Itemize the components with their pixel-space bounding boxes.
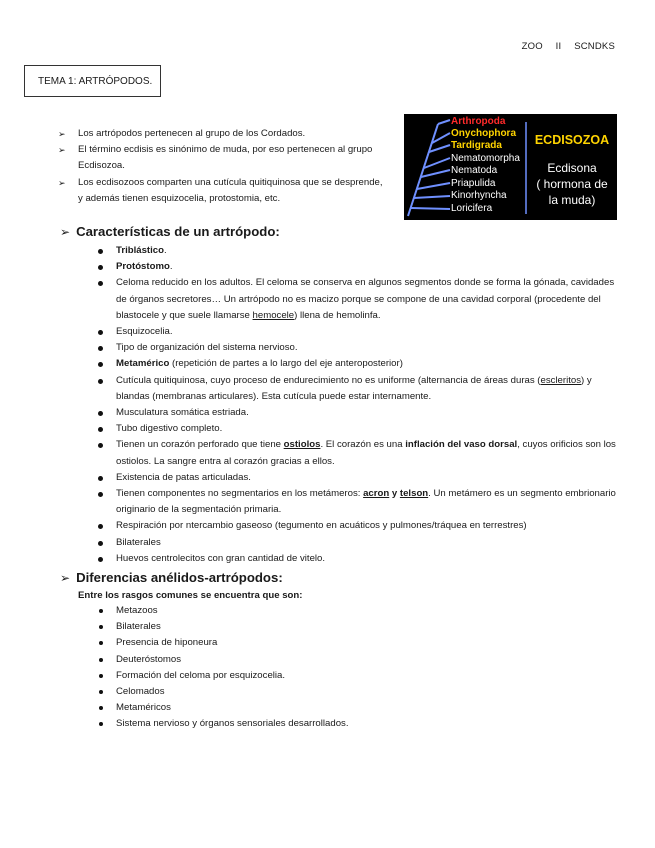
list-item xyxy=(96,405,626,421)
bullet-dot-icon xyxy=(98,330,103,335)
bullet-dot-icon xyxy=(98,427,103,432)
hormone-line-3: la muda) xyxy=(548,193,596,207)
list-item xyxy=(96,324,626,340)
item-text: Respiración por ntercambio gaseoso (tegumento en acuáticos y pulmones/tráquea en terrestres) xyxy=(116,520,527,532)
item-text: Esquizocelia. xyxy=(116,326,173,338)
ecdysozoa-cladogram xyxy=(404,114,617,220)
item-text: Celomados xyxy=(116,686,165,698)
intro-item xyxy=(58,142,388,174)
item-text: Tipo de organización del sistema nervioso. xyxy=(116,342,298,354)
taxon-tardigrada: Tardigrada xyxy=(451,140,502,151)
bullet-dot-icon xyxy=(98,265,103,270)
bullet-dot-icon xyxy=(98,541,103,546)
list-item xyxy=(96,619,496,635)
list-item xyxy=(96,635,496,651)
item-text: Celoma reducido en los adultos. El celoma se conserva en algunos segmentos donde se forma la gónada, cavidades de órganos secretores… Un artrópodo no es macizo porque se compone de una cavidad corporal (procedente del blastocele y que suele llamarse xyxy=(116,277,615,321)
clade-label: ECDISOZOA xyxy=(534,133,610,147)
hormone-line-1: Ecdisona xyxy=(547,161,597,175)
bullet-dot-icon xyxy=(99,625,103,629)
bullet-dot-icon xyxy=(99,706,103,710)
item-text: Bilaterales xyxy=(116,536,161,548)
term-underlined-bold xyxy=(284,439,321,450)
term-bold: y xyxy=(389,488,400,500)
term-underlined: hemocele xyxy=(252,309,295,321)
item-text: Musculatura somática estriada. xyxy=(116,407,249,419)
list-item xyxy=(96,518,626,534)
bullet-dot-icon xyxy=(98,443,103,448)
item-text: Sistema nervioso y órganos sensoriales desarrollados. xyxy=(116,718,349,730)
list-item xyxy=(96,535,626,551)
item-text: Bilaterales xyxy=(116,621,161,633)
page-header xyxy=(522,41,615,52)
bullet-dot-icon xyxy=(99,722,103,726)
intro-list xyxy=(58,126,388,207)
bullet-dot-icon xyxy=(99,674,103,678)
list-item xyxy=(96,652,496,668)
term-bold: ostiolos xyxy=(283,439,321,451)
list-item xyxy=(96,437,626,469)
item-text: . xyxy=(169,261,173,273)
taxon-loricifera: Loricifera xyxy=(451,203,493,214)
item-text: . El corazón es una xyxy=(320,439,406,451)
document-title-text: TEMA 1: ARTRÓPODOS. xyxy=(38,75,153,87)
bullet-dot-icon xyxy=(99,641,103,645)
item-text: Tienen un corazón perforado que tiene xyxy=(116,439,284,451)
intro-item xyxy=(58,126,388,142)
item-text: Formación del celoma por esquizocelia. xyxy=(116,669,286,681)
list-item xyxy=(96,275,626,324)
term-bold: Metamérico xyxy=(116,358,170,370)
item-text: ) llena de hemolinfa. xyxy=(294,309,381,321)
intro-text: Los ecdisozoos comparten una cutícula quitiquinosa que se desprende, y además tienen esquizocelia, protostomia, etc. xyxy=(78,176,383,204)
bullet-dot-icon xyxy=(98,346,103,351)
term-bold: Triblástico xyxy=(116,245,164,256)
list-item xyxy=(96,603,496,619)
taxon-priapulida: Priapulida xyxy=(451,178,496,189)
item-text: . xyxy=(163,245,167,256)
item-text: , cuyos orificios son los ostiolos. La sangre entra al corazón gracias a ellos. xyxy=(116,439,616,467)
item-text: Metazoos xyxy=(116,605,158,616)
arrow-bullet-icon: ➢ xyxy=(60,570,71,585)
list-item xyxy=(96,716,496,732)
list-item xyxy=(96,684,496,700)
bullet-dot-icon xyxy=(98,492,103,497)
list-item xyxy=(96,421,626,437)
taxon-onychophora: Onychophora xyxy=(451,128,517,139)
term-underlined-bold xyxy=(400,488,428,499)
section-heading-differences xyxy=(60,570,283,585)
arrow-bullet-icon: ➢ xyxy=(60,224,71,239)
intro-text: Los artrópodos pertenecen al grupo de los Cordados. xyxy=(78,128,306,139)
bullet-dot-icon xyxy=(98,379,103,384)
arrow-bullet-icon: ➢ xyxy=(58,129,66,139)
bullet-dot-icon xyxy=(98,362,103,367)
section-heading-text: Diferencias anélidos-artrópodos: xyxy=(76,570,283,585)
bullet-dot-icon xyxy=(98,476,103,481)
cladogram-tree-icon xyxy=(408,120,450,216)
hormone-line-2: ( hormona de xyxy=(536,177,608,191)
section-subheading: Entre los rasgos comunes se encuentra que son: xyxy=(78,590,303,601)
taxon-nematoda: Nematoda xyxy=(451,165,498,176)
intro-item xyxy=(58,175,388,207)
taxon-arthropoda: Arthropoda xyxy=(451,116,506,127)
term-bold: inflación del vaso dorsal xyxy=(405,439,518,451)
term-underlined-bold xyxy=(363,488,389,499)
taxon-nematomorpha: Nematomorpha xyxy=(451,153,520,164)
list-item xyxy=(96,470,626,486)
list-item xyxy=(96,668,496,684)
item-text: . Un metámero es un segmento embrionario originario de la segmentación primaria. xyxy=(116,488,616,516)
arrow-bullet-icon: ➢ xyxy=(58,145,66,156)
bullet-dot-icon xyxy=(98,411,103,416)
list-item xyxy=(96,551,626,567)
bullet-dot-icon xyxy=(98,249,103,254)
header-course: ZOO II xyxy=(521,41,562,52)
bullet-dot-icon xyxy=(98,557,103,562)
common-traits-list xyxy=(96,603,496,733)
section-heading-characteristics xyxy=(60,224,280,239)
list-item xyxy=(96,373,626,405)
intro-text: El término ecdisis es sinónimo de muda, por eso pertenecen al grupo Ecdisozoa. xyxy=(78,144,373,172)
item-text: ) y blandas (membranas articulares). Esta cutícula puede estar internamente. xyxy=(116,374,592,402)
item-text: Metaméricos xyxy=(116,702,171,714)
header-author: SCNDKS xyxy=(574,41,615,52)
term-underlined: escleritos xyxy=(540,374,582,386)
item-text: Presencia de hiponeura xyxy=(116,637,218,649)
item-text: Tubo digestivo completo. xyxy=(116,423,223,435)
item-text: Huevos centrolecitos con gran cantidad de vitelo. xyxy=(116,552,326,564)
section-heading-text: Características de un artrópodo: xyxy=(76,224,280,239)
list-item xyxy=(96,340,626,356)
list-item xyxy=(96,700,496,716)
list-item xyxy=(96,356,626,372)
bullet-dot-icon xyxy=(99,690,103,694)
list-item xyxy=(96,243,626,259)
term-bold: telson xyxy=(399,488,429,500)
list-item xyxy=(96,259,626,275)
document-title xyxy=(24,65,161,97)
bullet-dot-icon xyxy=(98,281,103,286)
ecdysozoa-figure xyxy=(404,114,617,220)
taxon-kinorhyncha: Kinorhyncha xyxy=(451,190,507,201)
bullet-dot-icon xyxy=(99,658,103,662)
term-bold: acron xyxy=(363,488,390,500)
characteristics-list xyxy=(96,243,626,567)
bullet-dot-icon xyxy=(99,609,103,613)
item-text: Deuteróstomos xyxy=(116,653,182,665)
item-text: Existencia de patas articuladas. xyxy=(116,471,251,483)
item-text: Tienen componentes no segmentarios en los metámeros: xyxy=(116,488,364,500)
arrow-bullet-icon: ➢ xyxy=(58,177,66,188)
item-text: (repetición de partes a lo largo del eje anteroposterior) xyxy=(169,358,403,370)
item-text: Cutícula quitiquinosa, cuyo proceso de endurecimiento no es uniforme (alternancia de áreas duras ( xyxy=(116,374,541,386)
term-bold: Protóstomo xyxy=(116,261,170,273)
list-item xyxy=(96,486,626,518)
bullet-dot-icon xyxy=(98,524,103,529)
